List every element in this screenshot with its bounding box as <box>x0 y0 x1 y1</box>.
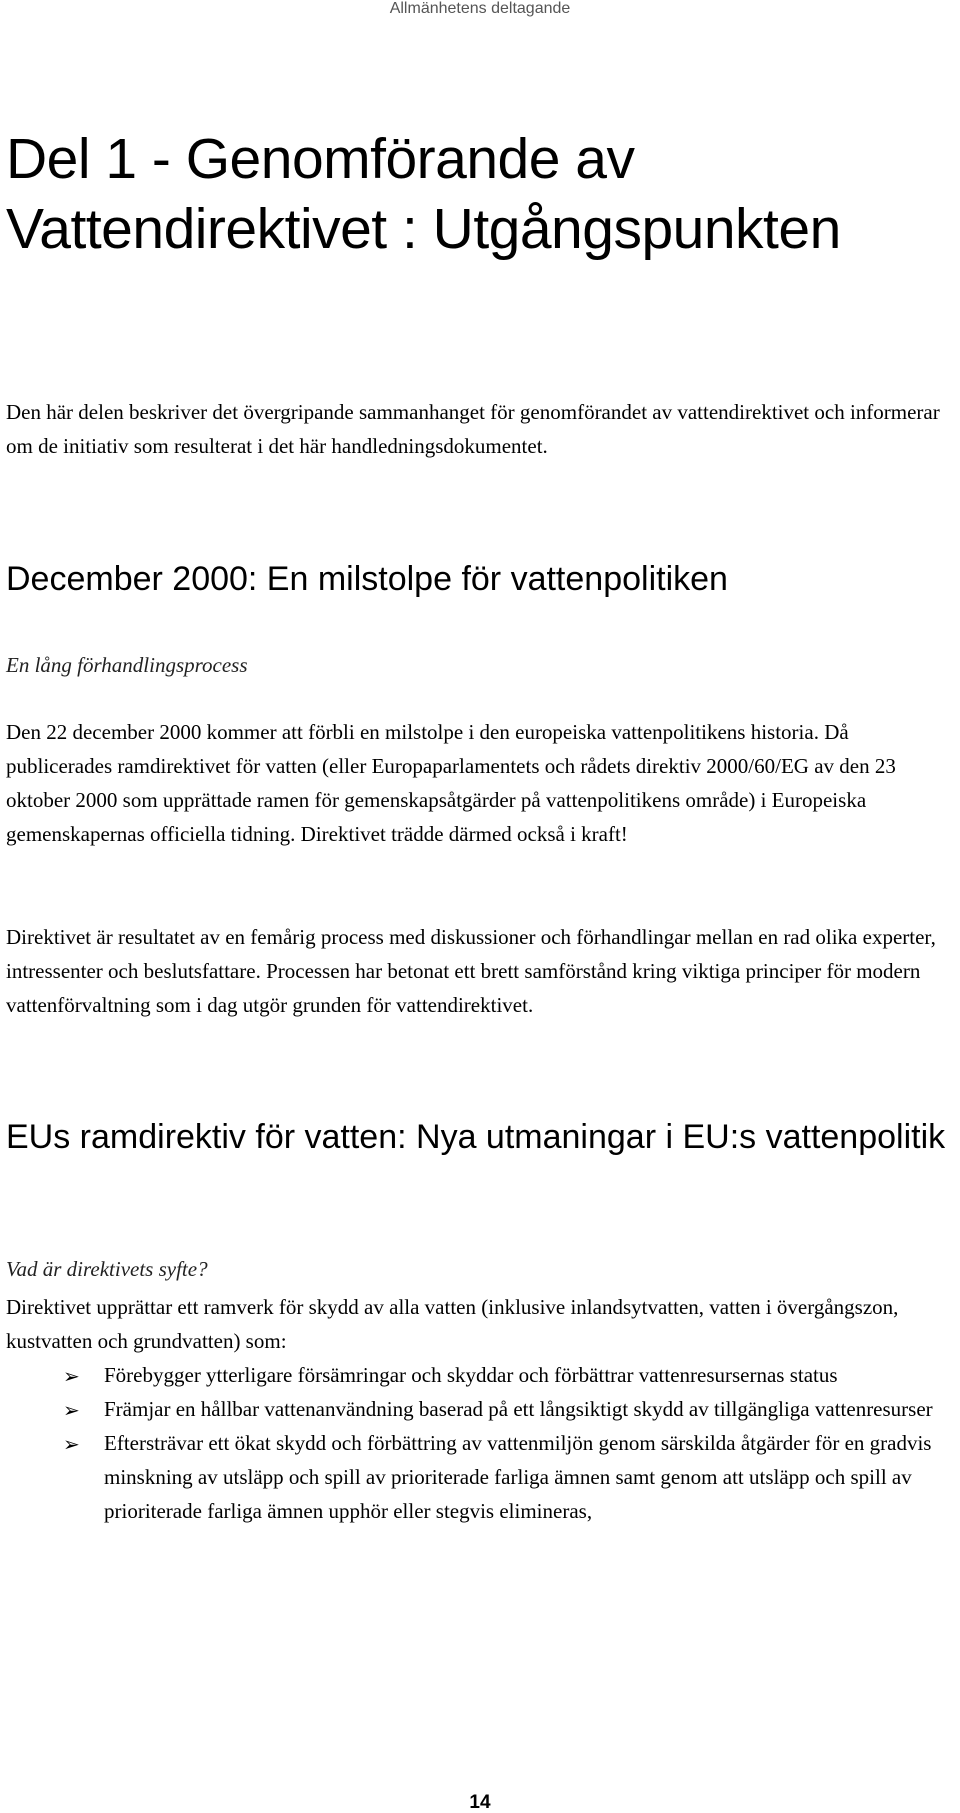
list-item-text: Främjar en hållbar vattenanvändning baserad på ett långsiktigt skydd av tillgängliga vattenresurser <box>104 1397 933 1421</box>
list-item-text: Eftersträvar ett ökat skydd och förbättring av vattenmiljön genom särskilda åtgärder för en gradvis minskning av utsläpp och spill av prioriterade farliga ämnen samt genom att utsläpp och spill av prioriterade farliga ämnen upphör eller stegvis elimineras, <box>104 1431 932 1523</box>
list-item-text: Förebygger ytterligare försämringar och skyddar och förbättrar vattenresursernas status <box>104 1363 838 1387</box>
arrowhead-bullet-icon: ➢ <box>63 1432 80 1456</box>
challenges-subheading: Vad är direktivets syfte? <box>6 1257 208 1281</box>
section-title: Del 1 - Genomförande av Vattendirektivet : Utgångspunkten <box>6 127 841 261</box>
arrowhead-bullet-icon: ➢ <box>63 1364 80 1388</box>
page-number: 14 <box>469 1792 491 1813</box>
arrowhead-bullet-icon: ➢ <box>63 1398 80 1422</box>
milestone-heading: December 2000: En milstolpe för vattenpolitiken <box>6 560 728 598</box>
list-item <box>6 1358 941 1392</box>
milestone-paragraph-1: Den 22 december 2000 kommer att förbli en milstolpe i den europeiska vattenpolitikens historia. Då publicerades ramdirektivet för vatten (eller Europaparlamentets och rådets direktiv 2000/60/EG av den 23 oktober 2000 som upprättade ramen för gemenskapsåtgärder på vattenpolitikens område) i Europeiska gemenskapernas officiella tidning. Direktivet trädde därmed också i kraft! <box>6 720 896 846</box>
objectives-list <box>6 1358 941 1528</box>
challenges-lead: Direktivet upprättar ett ramverk för skydd av alla vatten (inklusive inlandsytvatten, vatten i övergångszon, kustvatten och grundvatten) som: <box>6 1295 899 1353</box>
intro-paragraph: Den här delen beskriver det övergripande sammanhanget för genomförandet av vattendirektivet och informerar om de initiativ som resulterat i det här handledningsdokumentet. <box>6 400 940 458</box>
running-header: Allmänhetens deltagande <box>389 0 571 17</box>
milestone-paragraph-2: Direktivet är resultatet av en femårig process med diskussioner och förhandlingar mellan en rad olika experter, intressenter och beslutsfattare. Processen har betonat ett brett samförstånd kring viktiga principer för modern vattenförvaltning som i dag utgör grunden för vattendirektivet. <box>6 925 936 1017</box>
challenges-heading: EUs ramdirektiv för vatten: Nya utmaningar i EU:s vattenpolitik <box>6 1118 946 1156</box>
list-item <box>6 1426 941 1528</box>
milestone-subheading: En lång förhandlingsprocess <box>6 653 248 677</box>
list-item <box>6 1392 941 1426</box>
